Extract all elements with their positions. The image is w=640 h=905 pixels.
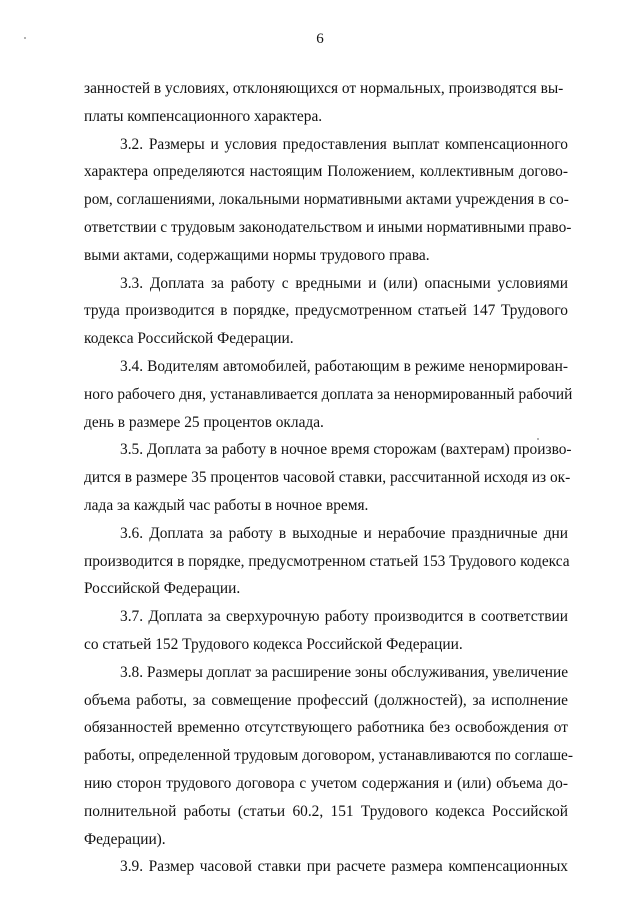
- text-line: 3.8. Размеры доплат за расширение зоны обслуживания, увеличение: [120, 663, 569, 681]
- text-line: ответствии с трудовым законодательством и иными нормативными право-: [84, 218, 572, 236]
- page-number: 6: [316, 31, 324, 47]
- text-line: 3.7. Доплата за сверхурочную работу производится в соответствии: [120, 608, 568, 626]
- text-line: 3.2. Размеры и условия предоставления выплат компенсационного: [120, 135, 568, 153]
- text-line: труда производится в порядке, предусмотренном статьей 147 Трудового: [84, 302, 568, 320]
- text-line: лада за каждый час работы в ночное время.: [84, 496, 369, 514]
- text-line: нию сторон трудового договора с учетом содержания и (или) объема до-: [84, 774, 568, 792]
- text-line: характера определяются настоящим Положением, коллективным догово-: [84, 163, 568, 181]
- text-line: 3.9. Размер часовой ставки при расчете размера компенсационных: [120, 858, 568, 876]
- text-line: работы, определенной трудовым договором, устанавливаются по соглаше-: [84, 747, 574, 765]
- text-line: день в размере 25 процентов оклада.: [84, 413, 324, 431]
- text-line: 3.3. Доплата за работу с вредными и (или) опасными условиями: [120, 274, 568, 292]
- text-line: ного рабочего дня, устанавливается доплата за ненормированный рабочий: [84, 385, 573, 403]
- text-line: занностей в условиях, отклоняющихся от нормальных, производятся вы-: [84, 80, 564, 97]
- text-line: Российской Федерации.: [84, 580, 241, 598]
- text-line: выми актами, содержащими нормы трудового права.: [84, 246, 430, 264]
- text-line: со статьей 152 Трудового кодекса Российской Федерации.: [84, 635, 463, 653]
- text-line: обязанностей временно отсутствующего работника без освобождения от: [84, 719, 568, 737]
- text-line: кодекса Российской Федерации.: [84, 330, 294, 348]
- document-body: [84, 75, 574, 881]
- text-line: 3.5. Доплата за работу в ночное время сторожам (вахтерам) произво-: [120, 441, 572, 459]
- text-line: полнительной работы (статьи 60.2, 151 Трудового кодекса Российской: [84, 802, 568, 820]
- text-line: производится в порядке, предусмотренном статьей 153 Трудового кодекса: [84, 552, 570, 570]
- text-line: объема работы, за совмещение профессий (должностей), за исполнение: [84, 691, 568, 709]
- text-line: Федерации).: [84, 830, 166, 848]
- text-line: ром, соглашениями, локальными нормативными актами учреждения в со-: [84, 191, 569, 209]
- text-line: 3.4. Водителям автомобилей, работающим в режиме ненормирован-: [120, 357, 568, 375]
- scan-speck: [24, 37, 26, 39]
- text-line: дится в размере 35 процентов часовой ставки, рассчитанной исходя из ок-: [84, 469, 571, 487]
- text-line: платы компенсационного характера.: [84, 107, 323, 125]
- text-line: 3.6. Доплата за работу в выходные и нерабочие праздничные дни: [120, 524, 568, 542]
